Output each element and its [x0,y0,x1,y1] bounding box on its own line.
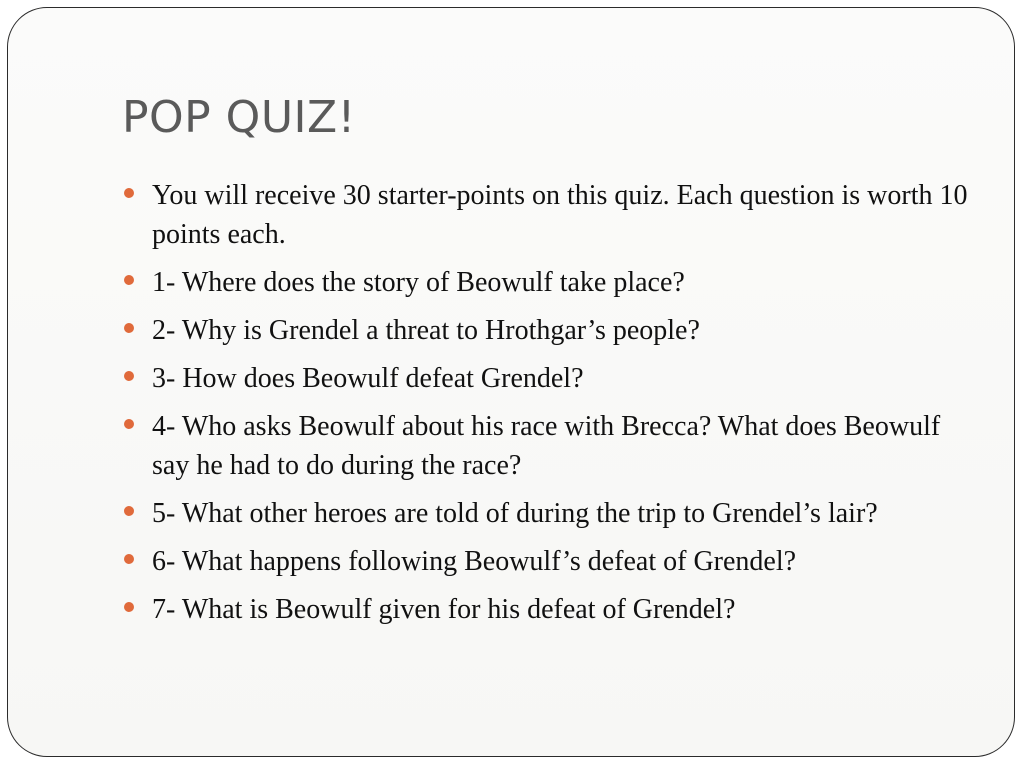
slide-title: POP QUIZ! [122,92,356,143]
bullet-item [124,176,974,254]
bullet-dot-icon [124,275,134,285]
bullet-item [124,590,974,629]
bullet-item [124,542,974,581]
bullet-text: You will receive 30 starter-points on this quiz. Each question is worth 10 points each. [152,180,968,250]
bullet-dot-icon [124,188,134,198]
bullet-dot-icon [124,323,134,333]
bullet-list [124,176,974,638]
bullet-dot-icon [124,554,134,564]
bullet-text: 5- What other heroes are told of during the trip to Grendel’s lair? [152,498,878,529]
bullet-text: 1- Where does the story of Beowulf take place? [152,267,685,298]
bullet-item [124,311,974,350]
bullet-dot-icon [124,506,134,516]
bullet-item [124,494,974,533]
bullet-dot-icon [124,602,134,612]
bullet-text: 7- What is Beowulf given for his defeat of Grendel? [152,594,736,625]
bullet-item [124,407,974,485]
bullet-text: 6- What happens following Beowulf’s defeat of Grendel? [152,546,797,577]
bullet-item [124,263,974,302]
bullet-text: 2- Why is Grendel a threat to Hrothgar’s people? [152,315,700,346]
bullet-text: 4- Who asks Beowulf about his race with Brecca? What does Beowulf say he had to do during the race? [152,411,941,481]
bullet-text: 3- How does Beowulf defeat Grendel? [152,363,584,394]
bullet-item [124,359,974,398]
bullet-dot-icon [124,419,134,429]
bullet-dot-icon [124,371,134,381]
slide-frame [7,7,1015,757]
